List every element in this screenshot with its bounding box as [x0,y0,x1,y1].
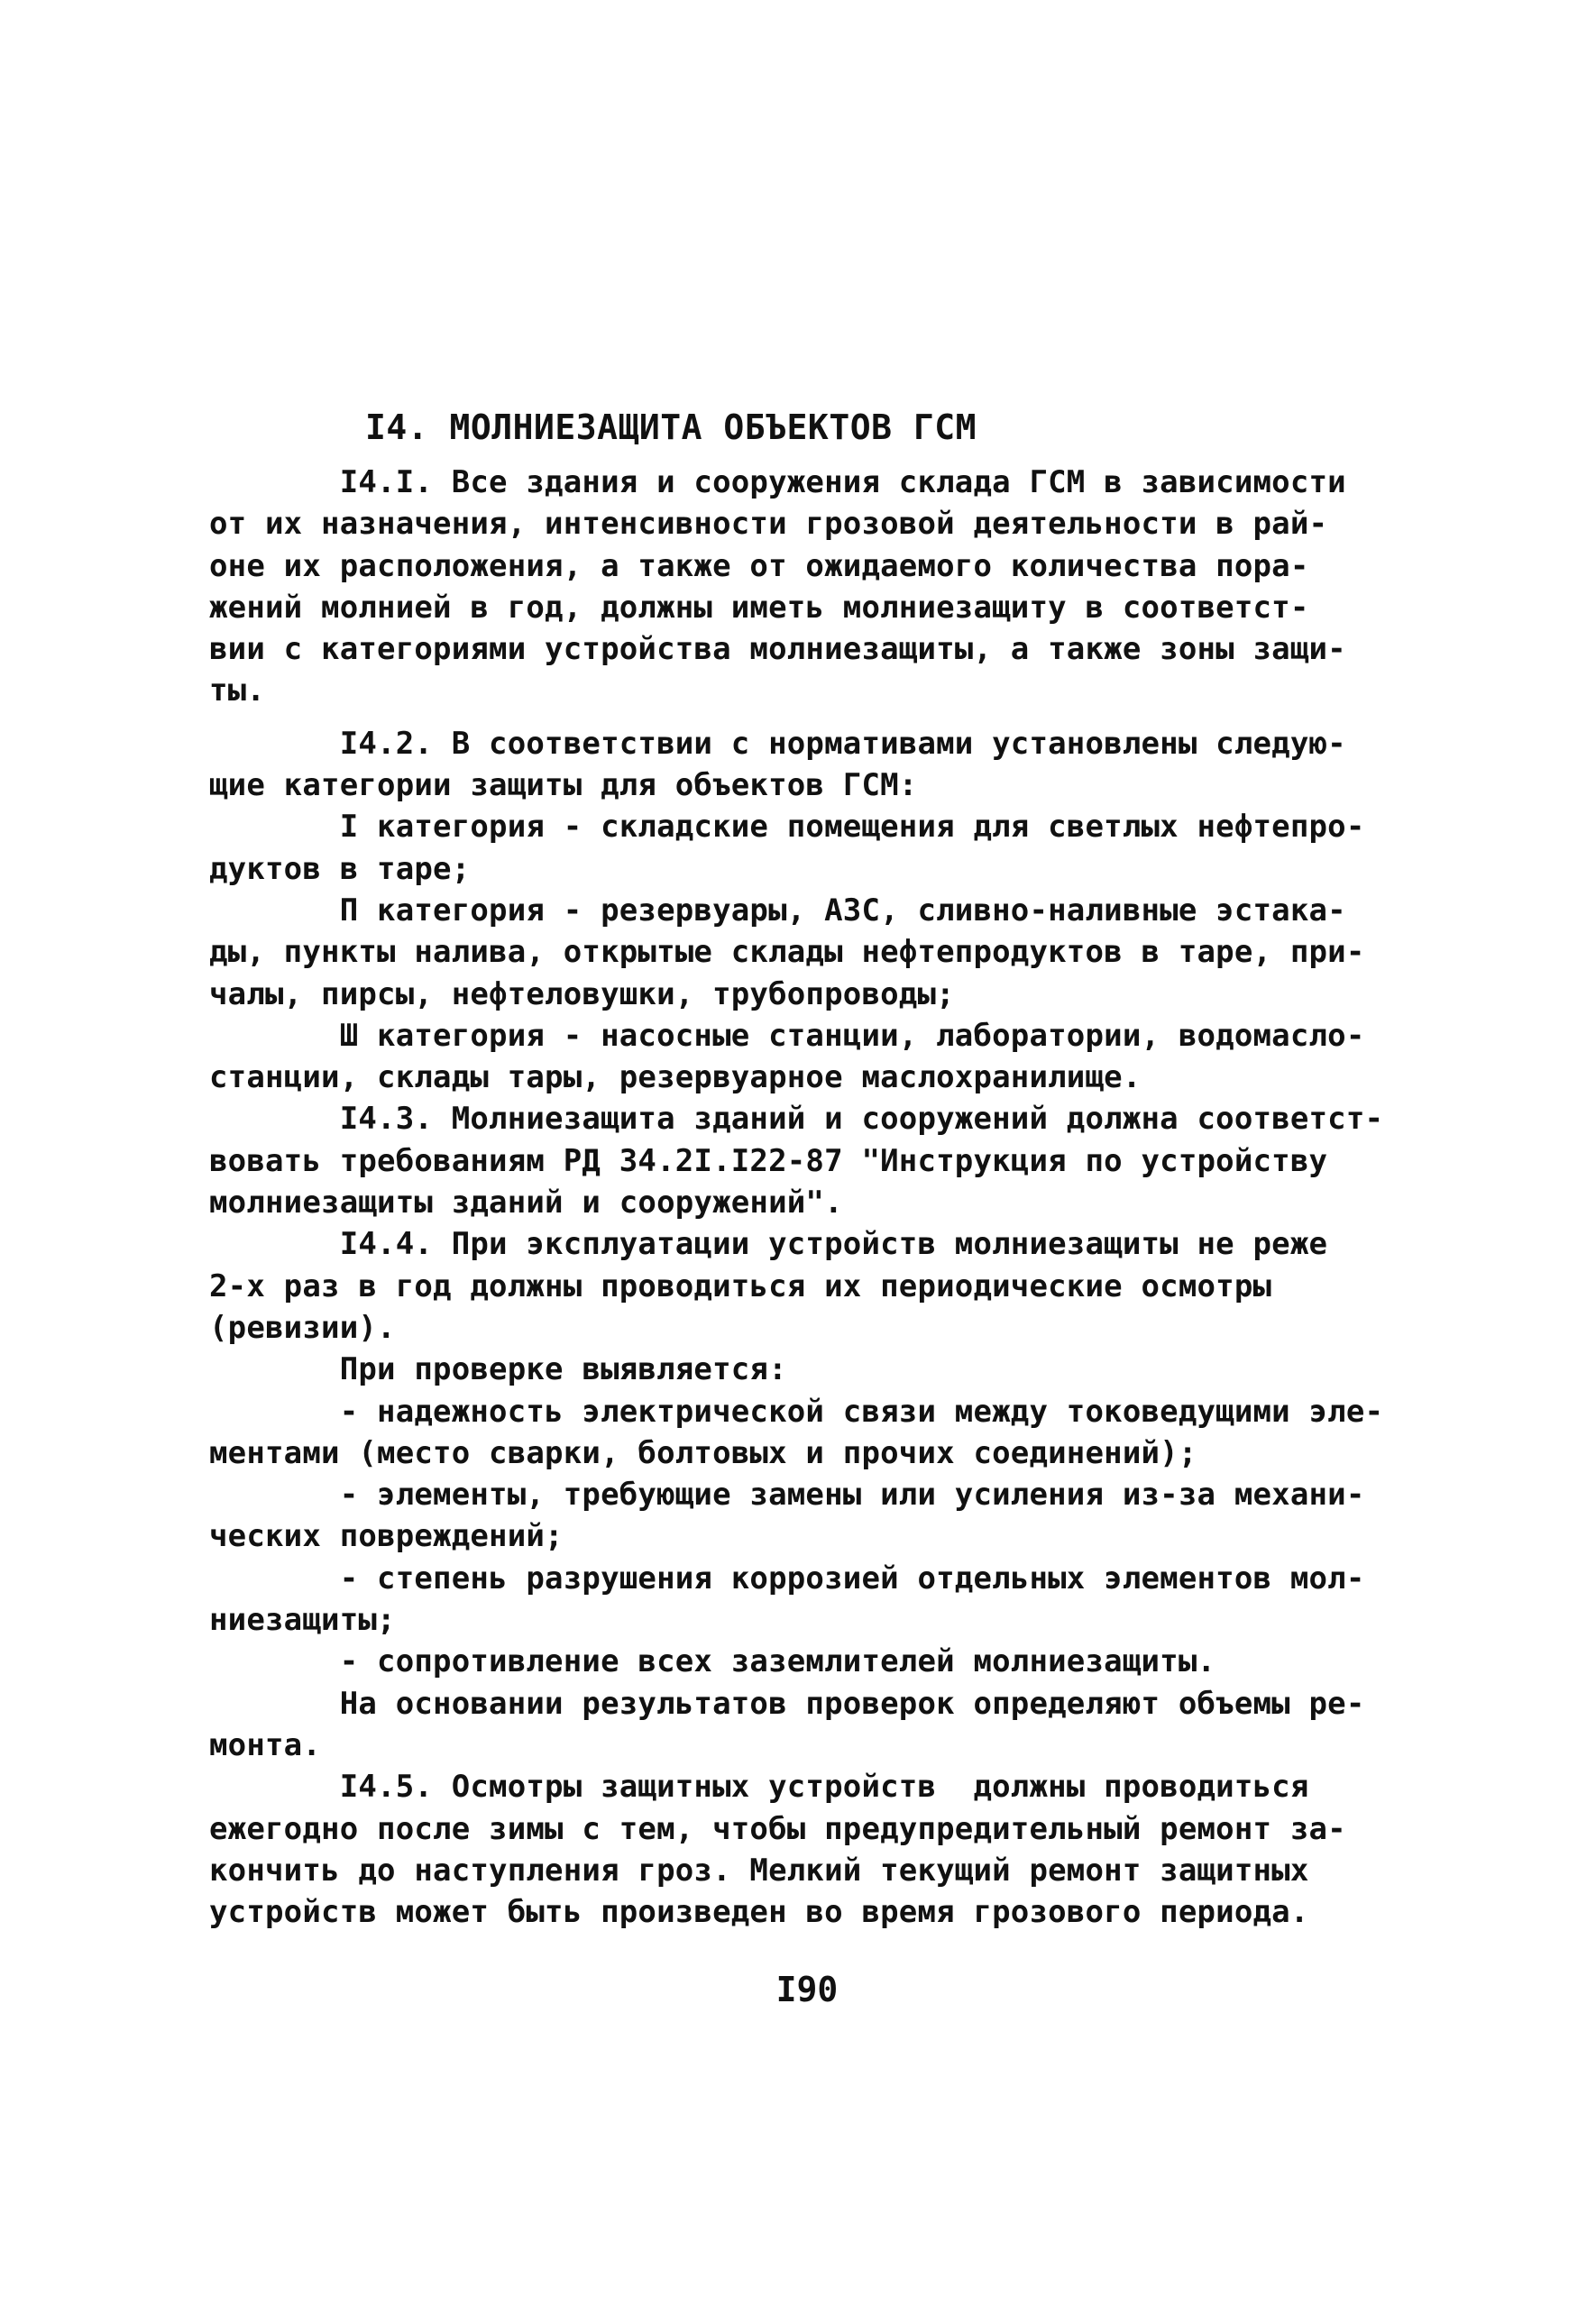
text-line: ты. [209,672,266,709]
page-number: I90 [775,1970,839,2009]
text-line: чалы, пирсы, нефтеловушки, трубопроводы; [209,975,955,1012]
text-line: вии с категориями устройства молниезащиты, а также зоны защи- [209,631,1346,668]
text-line: дуктов в таре; [209,850,471,887]
text-line: 2-х раз в год должны проводиться их периодические осмотры [209,1267,1272,1304]
text-line: щие категории защиты для объектов ГСМ: [209,767,918,804]
text-line: вовать требованиям РД 34.2I.I22-87 "Инструкция по устройству [209,1142,1328,1179]
text-line: устройств может быть произведен во время грозового периода. [209,1894,1309,1931]
text-line: ежегодно после зимы с тем, чтобы предупредительный ремонт за- [209,1810,1346,1847]
text-line: кончить до наступления гроз. Мелкий текущий ремонт защитных [209,1852,1309,1889]
text-line: - степень разрушения коррозией отдельных элементов мол- [209,1560,1365,1597]
text-line: ниезащиты; [209,1602,396,1639]
body-text [209,462,1384,1933]
text-line: При проверке выявляется: [209,1351,787,1388]
text-line: станции, склады тары, резервуарное маслохранилище. [209,1059,1142,1096]
text-line: I4.2. В соответствии с нормативами установлены следую- [209,725,1346,762]
text-line: - элементы, требующие замены или усиления из-за механи- [209,1477,1365,1514]
text-line: I4.I. Все здания и сооружения склада ГСМ в зависимости [209,464,1346,500]
text-line: ды, пункты налива, открытые склады нефтепродуктов в таре, при- [209,934,1365,971]
text-line: монта. [209,1726,322,1763]
text-line: молниезащиты зданий и сооружений". [209,1185,843,1221]
text-line: оне их расположения, а также от ожидаемого количества пора- [209,547,1309,584]
text-line: I4.3. Молниезащита зданий и сооружений должна соответст- [209,1101,1384,1138]
text-line: На основании результатов проверок определяют объемы ре- [209,1685,1365,1722]
text-line: - надежность электрической связи между токоведущими эле- [209,1393,1384,1430]
text-line: от их назначения, интенсивности грозовой деятельности в рай- [209,506,1328,543]
text-line: П категория - резервуары, АЗС, сливно-наливные эстака- [209,892,1346,929]
text-line: Ш категория - насосные станции, лаборатории, водомасло- [209,1017,1365,1054]
text-line: (ревизии). [209,1309,396,1346]
paragraph-gap [209,712,1273,723]
text-line: жений молнией в год, должны иметь молниезащиту в соответст- [209,589,1309,626]
section-heading: I4. МОЛНИЕЗАЩИТА ОБЪЕКТОВ ГСМ [365,407,977,447]
text-line: I4.5. Осмотры защитных устройств должны проводиться [209,1769,1309,1806]
text-line: ментами (место сварки, болтовых и прочих соединений); [209,1434,1197,1471]
text-line: ческих повреждений; [209,1518,564,1555]
text-line: - сопротивление всех заземлителей молниезащиты. [209,1643,1216,1680]
text-line: I4.4. При эксплуатации устройств молниезащиты не реже [209,1226,1328,1263]
text-line: I категория - складские помещения для светлых нефтепро- [209,809,1365,846]
